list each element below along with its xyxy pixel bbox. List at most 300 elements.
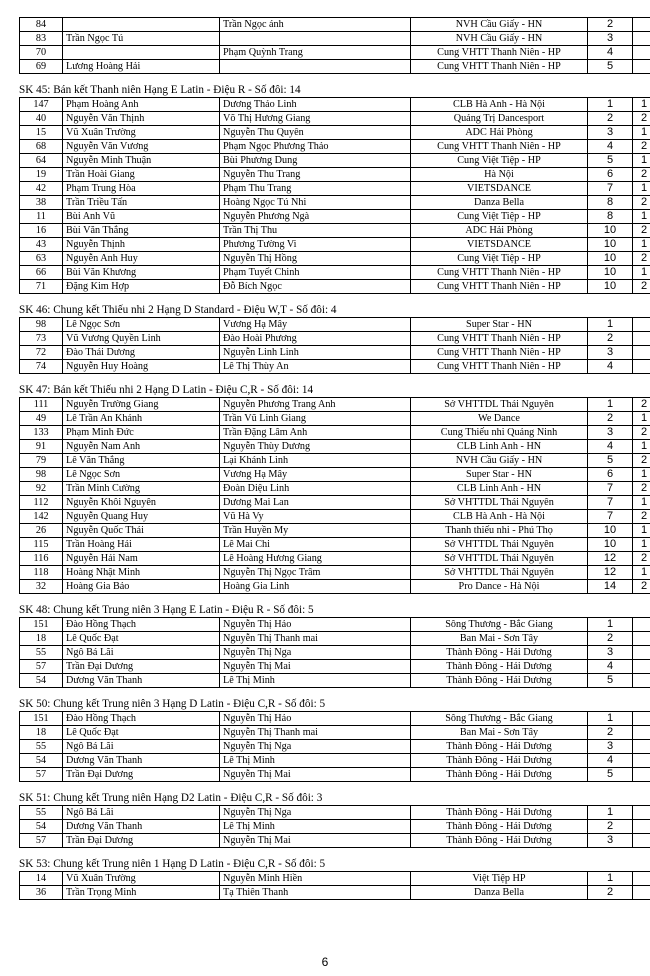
heat-cell: 1 bbox=[633, 266, 650, 280]
heat-cell: 2 bbox=[633, 580, 650, 594]
heat-cell bbox=[633, 360, 650, 374]
table-row bbox=[20, 196, 650, 210]
female-dancer-cell: Trần Huyền My bbox=[220, 524, 411, 538]
event-title: SK 47: Bán kết Thiếu nhi 2 Hạng D Latin - Điệu C,R - Số đôi: 14 bbox=[19, 384, 314, 396]
female-dancer-cell: Nguyễn Thị Mai bbox=[220, 834, 411, 848]
couple-number-cell: 49 bbox=[20, 412, 63, 426]
couple-number-cell: 15 bbox=[20, 126, 63, 140]
club-cell: Cung VHTT Thanh Niên - HP bbox=[411, 280, 588, 294]
table-row bbox=[20, 482, 650, 496]
heat-cell bbox=[633, 886, 650, 900]
club-cell: Thành Đông - Hải Dương bbox=[411, 834, 588, 848]
table-row bbox=[20, 740, 650, 754]
couple-number-cell: 73 bbox=[20, 332, 63, 346]
event-title: SK 45: Bán kết Thanh niên Hạng E Latin - Điệu R - Số đôi: 14 bbox=[19, 84, 301, 96]
male-dancer-cell: Dương Văn Thanh bbox=[63, 754, 220, 768]
club-cell: Ban Mai - Sơn Tây bbox=[411, 726, 588, 740]
rank-cell: 4 bbox=[588, 46, 633, 60]
club-cell: Thành Đông - Hải Dương bbox=[411, 754, 588, 768]
club-cell: Thanh thiếu nhi - Phú Thọ bbox=[411, 524, 588, 538]
heat-cell: 1 bbox=[633, 238, 650, 252]
table-row bbox=[20, 768, 650, 782]
female-dancer-cell: Bùi Phương Dung bbox=[220, 154, 411, 168]
couple-number-cell: 16 bbox=[20, 224, 63, 238]
club-cell: Thành Đông - Hải Dương bbox=[411, 820, 588, 834]
club-cell: NVH Cầu Giấy - HN bbox=[411, 454, 588, 468]
heat-cell: 1 bbox=[633, 182, 650, 196]
table-row bbox=[20, 674, 650, 688]
table-row bbox=[20, 468, 650, 482]
table-row bbox=[20, 238, 650, 252]
heat-cell: 1 bbox=[633, 98, 650, 112]
couple-number-cell: 147 bbox=[20, 98, 63, 112]
couple-number-cell: 26 bbox=[20, 524, 63, 538]
heat-cell: 1 bbox=[633, 468, 650, 482]
male-dancer-cell: Nguyễn Văn Vương bbox=[63, 140, 220, 154]
heat-cell bbox=[633, 806, 650, 820]
table-row bbox=[20, 632, 650, 646]
couple-number-cell: 57 bbox=[20, 660, 63, 674]
rank-cell: 2 bbox=[588, 332, 633, 346]
couple-number-cell: 55 bbox=[20, 806, 63, 820]
results-table bbox=[19, 711, 650, 782]
couple-number-cell: 91 bbox=[20, 440, 63, 454]
table-row bbox=[20, 154, 650, 168]
heat-cell bbox=[633, 768, 650, 782]
club-cell: Ban Mai - Sơn Tây bbox=[411, 632, 588, 646]
heat-cell bbox=[633, 60, 650, 74]
couple-number-cell: 118 bbox=[20, 566, 63, 580]
couple-number-cell: 57 bbox=[20, 834, 63, 848]
couple-number-cell: 72 bbox=[20, 346, 63, 360]
rank-cell: 10 bbox=[588, 538, 633, 552]
heat-cell: 1 bbox=[633, 126, 650, 140]
table-row bbox=[20, 346, 650, 360]
heat-cell: 2 bbox=[633, 510, 650, 524]
male-dancer-cell: Lê Ngọc Sơn bbox=[63, 468, 220, 482]
results-table bbox=[19, 805, 650, 848]
rank-cell: 6 bbox=[588, 468, 633, 482]
couple-number-cell: 111 bbox=[20, 398, 63, 412]
female-dancer-cell: Phạm Tuyết Chinh bbox=[220, 266, 411, 280]
rank-cell: 7 bbox=[588, 482, 633, 496]
male-dancer-cell: Phạm Hoàng Anh bbox=[63, 98, 220, 112]
heat-cell: 2 bbox=[633, 112, 650, 126]
table-row bbox=[20, 552, 650, 566]
club-cell: Sông Thương - Bắc Giang bbox=[411, 618, 588, 632]
male-dancer-cell: Trần Đại Dương bbox=[63, 660, 220, 674]
table-row bbox=[20, 46, 650, 60]
female-dancer-cell: Vương Hạ Mây bbox=[220, 468, 411, 482]
rank-cell: 3 bbox=[588, 646, 633, 660]
rank-cell: 2 bbox=[588, 112, 633, 126]
results-table bbox=[19, 97, 650, 294]
rank-cell: 10 bbox=[588, 280, 633, 294]
couple-number-cell: 83 bbox=[20, 32, 63, 46]
club-cell: Pro Dance - Hà Nội bbox=[411, 580, 588, 594]
heat-cell bbox=[633, 646, 650, 660]
rank-cell: 4 bbox=[588, 140, 633, 154]
female-dancer-cell: Lê Thị Thùy An bbox=[220, 360, 411, 374]
couple-number-cell: 133 bbox=[20, 426, 63, 440]
male-dancer-cell: Vũ Vương Quyền Linh bbox=[63, 332, 220, 346]
rank-cell: 2 bbox=[588, 18, 633, 32]
rank-cell: 4 bbox=[588, 360, 633, 374]
results-table bbox=[19, 871, 650, 900]
rank-cell: 5 bbox=[588, 154, 633, 168]
heat-cell bbox=[633, 332, 650, 346]
club-cell: We Dance bbox=[411, 412, 588, 426]
rank-cell: 10 bbox=[588, 524, 633, 538]
heat-cell: 1 bbox=[633, 496, 650, 510]
club-cell: CLB Linh Anh - HN bbox=[411, 440, 588, 454]
table-row bbox=[20, 524, 650, 538]
results-document bbox=[19, 17, 648, 900]
couple-number-cell: 151 bbox=[20, 618, 63, 632]
results-table bbox=[19, 617, 650, 688]
table-row bbox=[20, 32, 650, 46]
results-table bbox=[19, 17, 650, 74]
club-cell: Thành Đông - Hải Dương bbox=[411, 740, 588, 754]
table-row bbox=[20, 182, 650, 196]
couple-number-cell: 57 bbox=[20, 768, 63, 782]
event-title: SK 53: Chung kết Trung niên 1 Hạng D Latin - Điệu C,R - Số đôi: 5 bbox=[19, 858, 326, 870]
club-cell: Hà Nội bbox=[411, 168, 588, 182]
heat-cell: 2 bbox=[633, 196, 650, 210]
couple-number-cell: 54 bbox=[20, 674, 63, 688]
club-cell: CLB Hà Anh - Hà Nội bbox=[411, 98, 588, 112]
couple-number-cell: 36 bbox=[20, 886, 63, 900]
female-dancer-cell: Phạm Thu Trang bbox=[220, 182, 411, 196]
club-cell: Cung VHTT Thanh Niên - HP bbox=[411, 332, 588, 346]
table-row bbox=[20, 806, 650, 820]
table-row bbox=[20, 496, 650, 510]
male-dancer-cell: Đặng Kim Hợp bbox=[63, 280, 220, 294]
event-section bbox=[19, 17, 639, 74]
club-cell: Thành Đông - Hải Dương bbox=[411, 660, 588, 674]
female-dancer-cell: Lê Thị Minh bbox=[220, 674, 411, 688]
female-dancer-cell: Nguyễn Thị Nga bbox=[220, 806, 411, 820]
table-row bbox=[20, 726, 650, 740]
female-dancer-cell: Hoàng Ngọc Tú Nhi bbox=[220, 196, 411, 210]
heat-cell bbox=[633, 726, 650, 740]
rank-cell: 1 bbox=[588, 806, 633, 820]
table-row bbox=[20, 140, 650, 154]
male-dancer-cell: Nguyễn Minh Thuận bbox=[63, 154, 220, 168]
female-dancer-cell: Trần Vũ Linh Giang bbox=[220, 412, 411, 426]
heat-cell bbox=[633, 660, 650, 674]
male-dancer-cell: Trần Trọng Minh bbox=[63, 886, 220, 900]
female-dancer-cell: Nguyễn Thu Trang bbox=[220, 168, 411, 182]
heat-cell: 2 bbox=[633, 280, 650, 294]
female-dancer-cell: Phương Tường Vi bbox=[220, 238, 411, 252]
heat-cell: 2 bbox=[633, 168, 650, 182]
table-row bbox=[20, 126, 650, 140]
table-row bbox=[20, 566, 650, 580]
club-cell: Cung VHTT Thanh Niên - HP bbox=[411, 46, 588, 60]
table-row bbox=[20, 412, 650, 426]
rank-cell: 3 bbox=[588, 126, 633, 140]
couple-number-cell: 116 bbox=[20, 552, 63, 566]
table-row bbox=[20, 224, 650, 238]
rank-cell: 1 bbox=[588, 618, 633, 632]
page-number: 6 bbox=[321, 955, 329, 969]
couple-number-cell: 18 bbox=[20, 726, 63, 740]
rank-cell: 5 bbox=[588, 768, 633, 782]
male-dancer-cell: Đào Hồng Thạch bbox=[63, 618, 220, 632]
couple-number-cell: 54 bbox=[20, 820, 63, 834]
rank-cell: 8 bbox=[588, 196, 633, 210]
table-row bbox=[20, 454, 650, 468]
rank-cell: 4 bbox=[588, 660, 633, 674]
male-dancer-cell bbox=[63, 18, 220, 32]
heat-cell bbox=[633, 346, 650, 360]
female-dancer-cell: Võ Thị Hương Giang bbox=[220, 112, 411, 126]
rank-cell: 10 bbox=[588, 266, 633, 280]
female-dancer-cell: Phạm Ngọc Phương Thảo bbox=[220, 140, 411, 154]
club-cell: Sở VHTTDL Thái Nguyên bbox=[411, 496, 588, 510]
female-dancer-cell: Nguyễn Thị Nga bbox=[220, 646, 411, 660]
couple-number-cell: 43 bbox=[20, 238, 63, 252]
female-dancer-cell: Nguyễn Thị Mai bbox=[220, 768, 411, 782]
table-row bbox=[20, 618, 650, 632]
club-cell: CLB Linh Anh - HN bbox=[411, 482, 588, 496]
results-table bbox=[19, 317, 650, 374]
rank-cell: 7 bbox=[588, 496, 633, 510]
heat-cell bbox=[633, 18, 650, 32]
club-cell: Cung Thiếu nhi Quảng Ninh bbox=[411, 426, 588, 440]
club-cell: Cung VHTT Thanh Niên - HP bbox=[411, 140, 588, 154]
couple-number-cell: 55 bbox=[20, 740, 63, 754]
heat-cell bbox=[633, 318, 650, 332]
female-dancer-cell: Vương Hạ Mây bbox=[220, 318, 411, 332]
club-cell: Sông Thương - Bắc Giang bbox=[411, 712, 588, 726]
male-dancer-cell: Trần Minh Cường bbox=[63, 482, 220, 496]
male-dancer-cell: Đào Hồng Thạch bbox=[63, 712, 220, 726]
club-cell: Sở VHTTDL Thái Nguyên bbox=[411, 566, 588, 580]
rank-cell: 2 bbox=[588, 632, 633, 646]
rank-cell: 3 bbox=[588, 740, 633, 754]
male-dancer-cell: Lương Hoàng Hải bbox=[63, 60, 220, 74]
table-row bbox=[20, 646, 650, 660]
male-dancer-cell: Bùi Anh Vũ bbox=[63, 210, 220, 224]
club-cell: Cung Việt Tiệp - HP bbox=[411, 210, 588, 224]
female-dancer-cell: Nguyễn Thu Quyên bbox=[220, 126, 411, 140]
couple-number-cell: 98 bbox=[20, 318, 63, 332]
heat-cell: 1 bbox=[633, 524, 650, 538]
club-cell: ADC Hải Phòng bbox=[411, 126, 588, 140]
male-dancer-cell: Phạm Trung Hòa bbox=[63, 182, 220, 196]
male-dancer-cell: Ngô Bá Lãi bbox=[63, 806, 220, 820]
couple-number-cell: 11 bbox=[20, 210, 63, 224]
male-dancer-cell: Trần Hoài Giang bbox=[63, 168, 220, 182]
male-dancer-cell: Ngô Bá Lãi bbox=[63, 646, 220, 660]
couple-number-cell: 54 bbox=[20, 754, 63, 768]
female-dancer-cell: Nguyễn Minh Hiền bbox=[220, 872, 411, 886]
couple-number-cell: 19 bbox=[20, 168, 63, 182]
couple-number-cell: 92 bbox=[20, 482, 63, 496]
table-row bbox=[20, 210, 650, 224]
heat-cell: 2 bbox=[633, 398, 650, 412]
female-dancer-cell: Trần Ngọc ánh bbox=[220, 18, 411, 32]
heat-cell bbox=[633, 712, 650, 726]
female-dancer-cell: Đoàn Diệu Linh bbox=[220, 482, 411, 496]
rank-cell: 12 bbox=[588, 566, 633, 580]
club-cell: CLB Hà Anh - Hà Nội bbox=[411, 510, 588, 524]
male-dancer-cell: Lê Văn Thắng bbox=[63, 454, 220, 468]
female-dancer-cell: Vũ Hà Vy bbox=[220, 510, 411, 524]
club-cell: Cung VHTT Thanh Niên - HP bbox=[411, 346, 588, 360]
couple-number-cell: 32 bbox=[20, 580, 63, 594]
female-dancer-cell: Trần Đặng Lâm Anh bbox=[220, 426, 411, 440]
rank-cell: 14 bbox=[588, 580, 633, 594]
club-cell: Sở VHTTDL Thái Nguyên bbox=[411, 398, 588, 412]
club-cell: Thành Đông - Hải Dương bbox=[411, 674, 588, 688]
male-dancer-cell: Nguyễn Thịnh bbox=[63, 238, 220, 252]
table-row bbox=[20, 834, 650, 848]
couple-number-cell: 112 bbox=[20, 496, 63, 510]
rank-cell: 5 bbox=[588, 454, 633, 468]
rank-cell: 1 bbox=[588, 318, 633, 332]
heat-cell: 1 bbox=[633, 440, 650, 454]
male-dancer-cell: Nguyễn Hải Nam bbox=[63, 552, 220, 566]
couple-number-cell: 66 bbox=[20, 266, 63, 280]
couple-number-cell: 64 bbox=[20, 154, 63, 168]
couple-number-cell: 79 bbox=[20, 454, 63, 468]
male-dancer-cell: Vũ Xuân Trường bbox=[63, 872, 220, 886]
club-cell: VIETSDANCE bbox=[411, 182, 588, 196]
club-cell: Cung VHTT Thanh Niên - HP bbox=[411, 266, 588, 280]
rank-cell: 5 bbox=[588, 60, 633, 74]
table-row bbox=[20, 426, 650, 440]
club-cell: Cung VHTT Thanh Niên - HP bbox=[411, 360, 588, 374]
rank-cell: 1 bbox=[588, 872, 633, 886]
male-dancer-cell: Ngô Bá Lãi bbox=[63, 740, 220, 754]
female-dancer-cell: Nguyễn Phương Trang Anh bbox=[220, 398, 411, 412]
female-dancer-cell: Tạ Thiên Thanh bbox=[220, 886, 411, 900]
couple-number-cell: 14 bbox=[20, 872, 63, 886]
female-dancer-cell: Dương Mai Lan bbox=[220, 496, 411, 510]
female-dancer-cell: Lại Khánh Linh bbox=[220, 454, 411, 468]
results-table bbox=[19, 397, 650, 594]
table-row bbox=[20, 318, 650, 332]
male-dancer-cell: Nguyễn Nam Anh bbox=[63, 440, 220, 454]
heat-cell: 2 bbox=[633, 454, 650, 468]
female-dancer-cell: Nguyễn Thị Thanh mai bbox=[220, 726, 411, 740]
heat-cell: 1 bbox=[633, 154, 650, 168]
table-row bbox=[20, 98, 650, 112]
rank-cell: 10 bbox=[588, 252, 633, 266]
male-dancer-cell: Vũ Xuân Trường bbox=[63, 126, 220, 140]
table-row bbox=[20, 360, 650, 374]
female-dancer-cell: Lê Mai Chi bbox=[220, 538, 411, 552]
heat-cell bbox=[633, 740, 650, 754]
club-cell: Cung Việt Tiệp - HP bbox=[411, 154, 588, 168]
heat-cell: 2 bbox=[633, 426, 650, 440]
heat-cell bbox=[633, 834, 650, 848]
club-cell: Super Star - HN bbox=[411, 468, 588, 482]
couple-number-cell: 74 bbox=[20, 360, 63, 374]
male-dancer-cell: Phạm Minh Đức bbox=[63, 426, 220, 440]
table-row bbox=[20, 886, 650, 900]
male-dancer-cell: Bùi Văn Thắng bbox=[63, 224, 220, 238]
couple-number-cell: 84 bbox=[20, 18, 63, 32]
club-cell: ADC Hải Phòng bbox=[411, 224, 588, 238]
event-title: SK 50: Chung kết Trung niên 3 Hạng D Latin - Điệu C,R - Số đôi: 5 bbox=[19, 698, 326, 710]
rank-cell: 3 bbox=[588, 426, 633, 440]
event-title: SK 51: Chung kết Trung niên Hạng D2 Latin - Điệu C,R - Số đôi: 3 bbox=[19, 792, 323, 804]
table-row bbox=[20, 112, 650, 126]
rank-cell: 5 bbox=[588, 674, 633, 688]
male-dancer-cell: Đào Thái Dương bbox=[63, 346, 220, 360]
rank-cell: 7 bbox=[588, 182, 633, 196]
event-section bbox=[19, 604, 639, 688]
rank-cell: 4 bbox=[588, 440, 633, 454]
event-section bbox=[19, 858, 639, 900]
rank-cell: 2 bbox=[588, 886, 633, 900]
table-row bbox=[20, 660, 650, 674]
rank-cell: 3 bbox=[588, 834, 633, 848]
club-cell: Thành Đông - Hải Dương bbox=[411, 768, 588, 782]
event-title: SK 48: Chung kết Trung niên 3 Hạng E Latin - Điệu R - Số đôi: 5 bbox=[19, 604, 314, 616]
heat-cell: 2 bbox=[633, 482, 650, 496]
table-row bbox=[20, 538, 650, 552]
table-row bbox=[20, 712, 650, 726]
event-title: SK 46: Chung kết Thiếu nhi 2 Hạng D Standard - Điệu W,T - Số đôi: 4 bbox=[19, 304, 337, 316]
table-row bbox=[20, 266, 650, 280]
rank-cell: 4 bbox=[588, 754, 633, 768]
male-dancer-cell: Lê Ngọc Sơn bbox=[63, 318, 220, 332]
couple-number-cell: 71 bbox=[20, 280, 63, 294]
heat-cell bbox=[633, 632, 650, 646]
table-row bbox=[20, 872, 650, 886]
couple-number-cell: 70 bbox=[20, 46, 63, 60]
table-row bbox=[20, 510, 650, 524]
table-row bbox=[20, 398, 650, 412]
rank-cell: 7 bbox=[588, 510, 633, 524]
male-dancer-cell: Dương Văn Thanh bbox=[63, 674, 220, 688]
table-row bbox=[20, 18, 650, 32]
male-dancer-cell: Dương Văn Thanh bbox=[63, 820, 220, 834]
heat-cell: 2 bbox=[633, 224, 650, 238]
male-dancer-cell: Lê Trần An Khánh bbox=[63, 412, 220, 426]
club-cell: Thành Đông - Hải Dương bbox=[411, 806, 588, 820]
heat-cell bbox=[633, 754, 650, 768]
table-row bbox=[20, 580, 650, 594]
couple-number-cell: 40 bbox=[20, 112, 63, 126]
female-dancer-cell: Nguyễn Phương Ngà bbox=[220, 210, 411, 224]
couple-number-cell: 18 bbox=[20, 632, 63, 646]
male-dancer-cell: Lê Quốc Đạt bbox=[63, 726, 220, 740]
heat-cell: 1 bbox=[633, 412, 650, 426]
rank-cell: 2 bbox=[588, 820, 633, 834]
female-dancer-cell: Nguyễn Thị Ngọc Trâm bbox=[220, 566, 411, 580]
heat-cell: 2 bbox=[633, 252, 650, 266]
rank-cell: 8 bbox=[588, 210, 633, 224]
heat-cell bbox=[633, 820, 650, 834]
couple-number-cell: 38 bbox=[20, 196, 63, 210]
heat-cell bbox=[633, 872, 650, 886]
club-cell: Sở VHTTDL Thái Nguyên bbox=[411, 552, 588, 566]
heat-cell: 2 bbox=[633, 552, 650, 566]
event-section bbox=[19, 304, 639, 374]
club-cell: NVH Cầu Giấy - HN bbox=[411, 18, 588, 32]
rank-cell: 1 bbox=[588, 712, 633, 726]
couple-number-cell: 151 bbox=[20, 712, 63, 726]
club-cell: Super Star - HN bbox=[411, 318, 588, 332]
female-dancer-cell bbox=[220, 60, 411, 74]
heat-cell: 1 bbox=[633, 538, 650, 552]
